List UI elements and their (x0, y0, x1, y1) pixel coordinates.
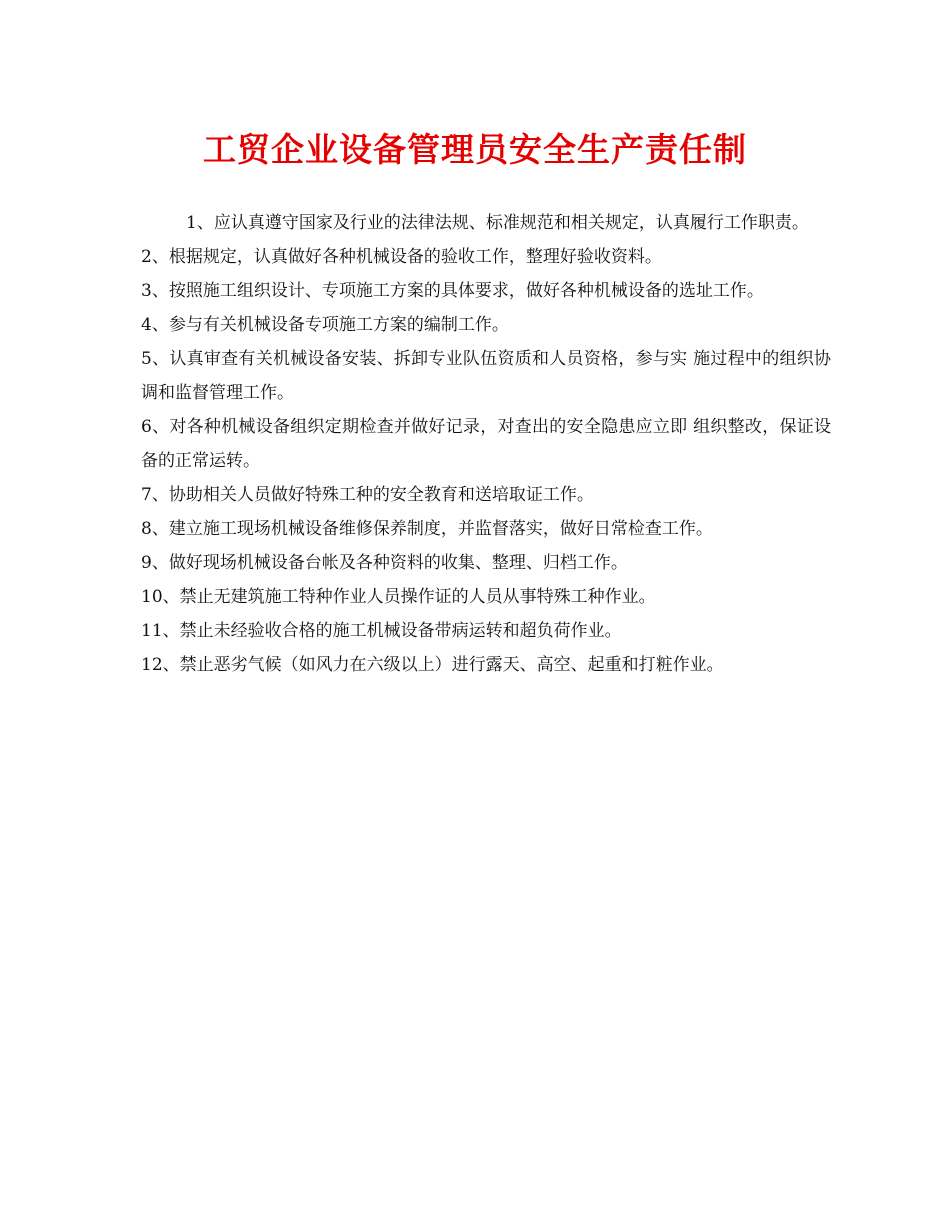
list-item: 4、参与有关机械设备专项施工方案的编制工作。 (141, 315, 509, 335)
list-item: 8、建立施工现场机械设备维修保养制度，并监督落实，做好日常检查工作。 (141, 519, 713, 539)
list-item: 3、按照施工组织设计、专项施工方案的具体要求，做好各种机械设备的选址工作。 (141, 281, 764, 301)
list-item: 9、做好现场机械设备台帐及各种资料的收集、整理、归档工作。 (141, 553, 628, 573)
list-item: 5、认真审查有关机械设备安装、拆卸专业队伍资质和人员资格，参与实 施过程中的组织协调和监督管理工作。 (141, 349, 831, 403)
list-item: 11、禁止未经验收合格的施工机械设备带病运转和超负荷作业。 (141, 621, 622, 641)
list-item: 12、禁止恶劣气候（如风力在六级以上）进行露天、高空、起重和打粧作业。 (141, 655, 724, 675)
list-item: 2、根据规定，认真做好各种机械设备的验收工作，整理好验收资料。 (141, 247, 662, 267)
list-item: 10、禁止无建筑施工特种作业人员操作证的人员从事特殊工种作业。 (141, 587, 656, 607)
responsibility-list (141, 206, 831, 682)
list-item: 6、对各种机械设备组织定期检查并做好记录，对查出的安全隐患应立即 组织整改，保证设备的正常运转。 (141, 417, 831, 471)
document-title: 工贸企业设备管理员安全生产责任制 (203, 130, 747, 169)
list-item: 7、协助相关人员做好特殊工种的安全教育和送培取证工作。 (141, 485, 594, 505)
list-item: 1、应认真遵守国家及行业的法律法规、标准规范和相关规定，认真履行工作职责。 (186, 213, 809, 233)
